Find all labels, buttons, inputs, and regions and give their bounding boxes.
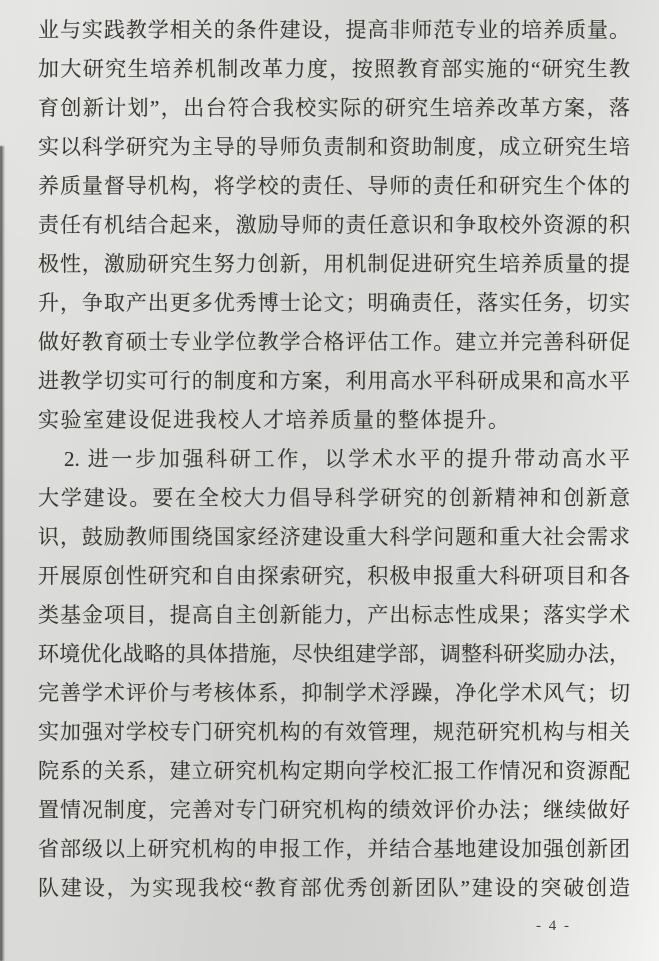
text-line: 类基金项目，提高自主创新能力，产出标志性成果；落实学术 bbox=[38, 603, 630, 627]
scan-edge-artifact bbox=[0, 146, 5, 961]
text-line: 育创新计划”，出台符合我校实际的研究生培养改革方案，落 bbox=[38, 96, 630, 120]
text-line: 责任有机结合起来，激励导师的责任意识和争取校外资源的积 bbox=[38, 213, 630, 237]
text-line: 开展原创性研究和自由探索研究，积极申报重大科研项目和各 bbox=[38, 564, 630, 588]
text-line: 业与实践教学相关的条件建设，提高非师范专业的培养质量。 bbox=[38, 18, 630, 42]
text-line-paragraph-end: 实验室建设促进我校人才培养质量的整体提升。 bbox=[38, 408, 511, 432]
text-line: 加大研究生培养机制改革力度，按照教育部实施的“研究生教 bbox=[38, 57, 630, 81]
text-line: 识，鼓励教师围绕国家经济建设重大科学问题和重大社会需求 bbox=[38, 525, 630, 549]
text-line: 养质量督导机构，将学校的责任、导师的责任和研究生个体的 bbox=[38, 174, 630, 198]
text-line: 环境优化战略的具体措施，尽快组建学部，调整科研奖励办法， bbox=[38, 642, 630, 666]
text-line: 省部级以上研究机构的申报工作，并结合基地建设加强创新团 bbox=[38, 837, 630, 861]
body-text bbox=[38, 11, 630, 908]
text-line: 大学建设。要在全校大力倡导科学研究的创新精神和创新意 bbox=[38, 486, 630, 510]
text-line: 完善学术评价与考核体系，抑制学术浮躁，净化学术风气；切 bbox=[38, 681, 630, 705]
text-line: 院系的关系，建立研究机构定期向学校汇报工作情况和资源配 bbox=[38, 759, 630, 783]
text-line-paragraph-start: 2. 进一步加强科研工作，以学术水平的提升带动高水平 bbox=[64, 447, 630, 471]
text-line: 实以科学研究为主导的导师负责制和资助制度，成立研究生培 bbox=[38, 135, 630, 159]
text-line: 进教学切实可行的制度和方案，利用高水平科研成果和高水平 bbox=[38, 369, 630, 393]
text-line: 极性，激励研究生努力创新，用机制促进研究生培养质量的提 bbox=[38, 252, 630, 276]
page-number: - 4 - bbox=[536, 918, 571, 934]
text-line: 做好教育硕士专业学位教学合格评估工作。建立并完善科研促 bbox=[38, 330, 630, 354]
text-line: 实加强对学校专门研究机构的有效管理，规范研究机构与相关 bbox=[38, 720, 630, 744]
text-line: 置情况制度，完善对专门研究机构的绩效评价办法；继续做好 bbox=[38, 798, 630, 822]
text-line: 队建设，为实现我校“教育部优秀创新团队”建设的突破创造 bbox=[38, 876, 630, 900]
text-line: 升，争取产出更多优秀博士论文；明确责任，落实任务，切实 bbox=[38, 291, 630, 315]
